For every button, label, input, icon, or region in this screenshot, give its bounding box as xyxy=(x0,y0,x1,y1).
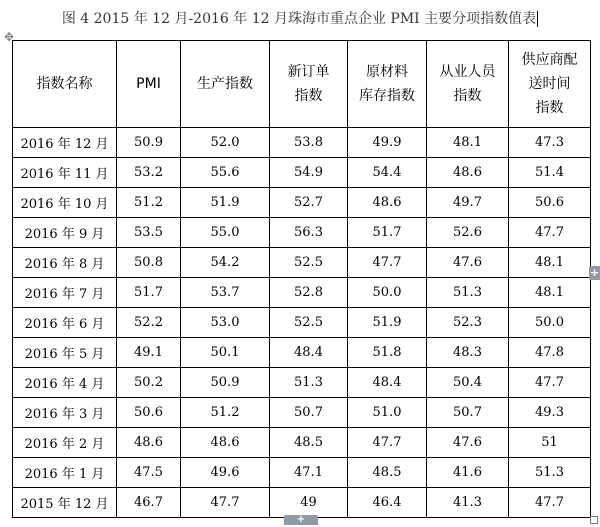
value-cell[interactable]: 47.3 xyxy=(509,128,591,158)
value-cell[interactable]: 49 xyxy=(270,488,348,518)
table-row xyxy=(13,278,591,308)
header-cell[interactable]: 从业人员 指数 xyxy=(427,41,509,128)
value-cell[interactable]: 53.7 xyxy=(181,278,270,308)
table-row xyxy=(13,428,591,458)
pmi-index-table[interactable] xyxy=(12,40,591,518)
header-cell[interactable]: 供应商配 送时间 指数 xyxy=(509,41,591,128)
value-cell[interactable]: 50.9 xyxy=(181,368,270,398)
value-cell[interactable]: 47.7 xyxy=(181,488,270,518)
month-cell[interactable]: 2016 年 3 月 xyxy=(13,398,117,428)
value-cell[interactable]: 50.7 xyxy=(270,398,348,428)
table-row xyxy=(13,488,591,518)
value-cell[interactable]: 49.9 xyxy=(348,128,427,158)
month-cell[interactable]: 2015 年 12 月 xyxy=(13,488,117,518)
value-cell[interactable]: 50.8 xyxy=(117,248,181,278)
value-cell[interactable]: 48.6 xyxy=(427,158,509,188)
table-caption xyxy=(0,8,600,30)
value-cell[interactable]: 52.2 xyxy=(117,308,181,338)
value-cell[interactable]: 51.8 xyxy=(348,338,427,368)
value-cell[interactable]: 51 xyxy=(509,428,591,458)
value-cell[interactable]: 52.5 xyxy=(270,248,348,278)
header-cell[interactable]: 指数名称 xyxy=(13,41,117,128)
value-cell[interactable]: 48.6 xyxy=(181,428,270,458)
value-cell[interactable]: 47.6 xyxy=(427,248,509,278)
table-body xyxy=(13,128,591,518)
value-cell[interactable]: 51.3 xyxy=(427,278,509,308)
value-cell[interactable]: 48.4 xyxy=(270,338,348,368)
value-cell[interactable]: 49.3 xyxy=(509,398,591,428)
value-cell[interactable]: 54.2 xyxy=(181,248,270,278)
value-cell[interactable]: 47.5 xyxy=(117,458,181,488)
value-cell[interactable]: 48.4 xyxy=(348,368,427,398)
value-cell[interactable]: 47.6 xyxy=(427,428,509,458)
value-cell[interactable]: 54.4 xyxy=(348,158,427,188)
value-cell[interactable]: 52.7 xyxy=(270,188,348,218)
value-cell[interactable]: 55.0 xyxy=(181,218,270,248)
value-cell[interactable]: 49.6 xyxy=(181,458,270,488)
value-cell[interactable]: 51.9 xyxy=(348,308,427,338)
value-cell[interactable]: 51.7 xyxy=(348,218,427,248)
caption-text: 图 4 2015 年 12 月-2016 年 12 月珠海市重点企业 PMI 主要分项指数值表 xyxy=(61,11,537,27)
table-row xyxy=(13,308,591,338)
value-cell[interactable]: 47.8 xyxy=(509,338,591,368)
table-row xyxy=(13,338,591,368)
value-cell[interactable]: 51.2 xyxy=(117,188,181,218)
value-cell[interactable]: 53.2 xyxy=(117,158,181,188)
table-row xyxy=(13,458,591,488)
value-cell[interactable]: 51.2 xyxy=(181,398,270,428)
value-cell[interactable]: 49.7 xyxy=(427,188,509,218)
value-cell[interactable]: 48.1 xyxy=(509,248,591,278)
month-cell[interactable]: 2016 年 6 月 xyxy=(13,308,117,338)
value-cell[interactable]: 50.0 xyxy=(348,278,427,308)
value-cell[interactable]: 52.8 xyxy=(270,278,348,308)
value-cell[interactable]: 54.9 xyxy=(270,158,348,188)
value-cell[interactable]: 47.7 xyxy=(348,428,427,458)
month-cell[interactable]: 2016 年 2 月 xyxy=(13,428,117,458)
month-cell[interactable]: 2016 年 9 月 xyxy=(13,218,117,248)
table-row xyxy=(13,128,591,158)
table-row xyxy=(13,248,591,278)
value-cell[interactable]: 50.7 xyxy=(427,398,509,428)
value-cell[interactable]: 51.0 xyxy=(348,398,427,428)
value-cell[interactable]: 41.3 xyxy=(427,488,509,518)
value-cell[interactable]: 48.1 xyxy=(427,128,509,158)
table-move-handle-icon[interactable]: ✥ xyxy=(3,30,15,44)
value-cell[interactable]: 51.9 xyxy=(181,188,270,218)
value-cell[interactable]: 55.6 xyxy=(181,158,270,188)
header-cell[interactable]: 原材料 库存指数 xyxy=(348,41,427,128)
table-resize-handle[interactable] xyxy=(590,516,598,524)
add-column-plus-icon[interactable]: + xyxy=(589,266,600,279)
month-cell[interactable]: 2016 年 8 月 xyxy=(13,248,117,278)
header-cell[interactable]: 生产指数 xyxy=(181,41,270,128)
value-cell[interactable]: 47.7 xyxy=(509,488,591,518)
value-cell[interactable]: 48.1 xyxy=(509,278,591,308)
header-cell[interactable]: PMI xyxy=(117,41,181,128)
value-cell[interactable]: 51.7 xyxy=(117,278,181,308)
month-cell[interactable]: 2016 年 5 月 xyxy=(13,338,117,368)
value-cell[interactable]: 52.5 xyxy=(270,308,348,338)
value-cell[interactable]: 52.0 xyxy=(181,128,270,158)
table-header-row xyxy=(13,41,591,128)
value-cell[interactable]: 47.1 xyxy=(270,458,348,488)
value-cell[interactable]: 46.7 xyxy=(117,488,181,518)
value-cell[interactable]: 50.4 xyxy=(427,368,509,398)
value-cell[interactable]: 47.7 xyxy=(509,218,591,248)
value-cell[interactable]: 48.6 xyxy=(348,188,427,218)
value-cell[interactable]: 50.9 xyxy=(117,128,181,158)
value-cell[interactable]: 48.5 xyxy=(270,428,348,458)
value-cell[interactable]: 50.6 xyxy=(117,398,181,428)
table-row xyxy=(13,158,591,188)
table-row xyxy=(13,368,591,398)
value-cell[interactable]: 47.7 xyxy=(509,368,591,398)
value-cell[interactable]: 51.3 xyxy=(270,368,348,398)
month-cell[interactable]: 2016 年 11 月 xyxy=(13,158,117,188)
value-cell[interactable]: 50.1 xyxy=(181,338,270,368)
value-cell[interactable]: 50.6 xyxy=(509,188,591,218)
value-cell[interactable]: 48.3 xyxy=(427,338,509,368)
value-cell[interactable]: 48.6 xyxy=(117,428,181,458)
value-cell[interactable]: 53.5 xyxy=(117,218,181,248)
month-cell[interactable]: 2016 年 7 月 xyxy=(13,278,117,308)
add-row-plus-icon[interactable]: + xyxy=(284,515,318,525)
table-row xyxy=(13,188,591,218)
value-cell[interactable]: 56.3 xyxy=(270,218,348,248)
value-cell[interactable]: 51.3 xyxy=(509,458,591,488)
month-cell[interactable]: 2016 年 4 月 xyxy=(13,368,117,398)
table-row xyxy=(13,218,591,248)
value-cell[interactable]: 53.8 xyxy=(270,128,348,158)
value-cell[interactable]: 53.0 xyxy=(181,308,270,338)
value-cell[interactable]: 49.1 xyxy=(117,338,181,368)
month-cell[interactable]: 2016 年 12 月 xyxy=(13,128,117,158)
table-row xyxy=(13,398,591,428)
value-cell[interactable]: 52.3 xyxy=(427,308,509,338)
value-cell[interactable]: 50.0 xyxy=(509,308,591,338)
header-cell[interactable]: 新订单 指数 xyxy=(270,41,348,128)
value-cell[interactable]: 47.7 xyxy=(348,248,427,278)
value-cell[interactable]: 48.5 xyxy=(348,458,427,488)
value-cell[interactable]: 46.4 xyxy=(348,488,427,518)
value-cell[interactable]: 51.4 xyxy=(509,158,591,188)
month-cell[interactable]: 2016 年 10 月 xyxy=(13,188,117,218)
value-cell[interactable]: 52.6 xyxy=(427,218,509,248)
text-cursor xyxy=(537,11,538,27)
value-cell[interactable]: 50.2 xyxy=(117,368,181,398)
month-cell[interactable]: 2016 年 1 月 xyxy=(13,458,117,488)
value-cell[interactable]: 41.6 xyxy=(427,458,509,488)
